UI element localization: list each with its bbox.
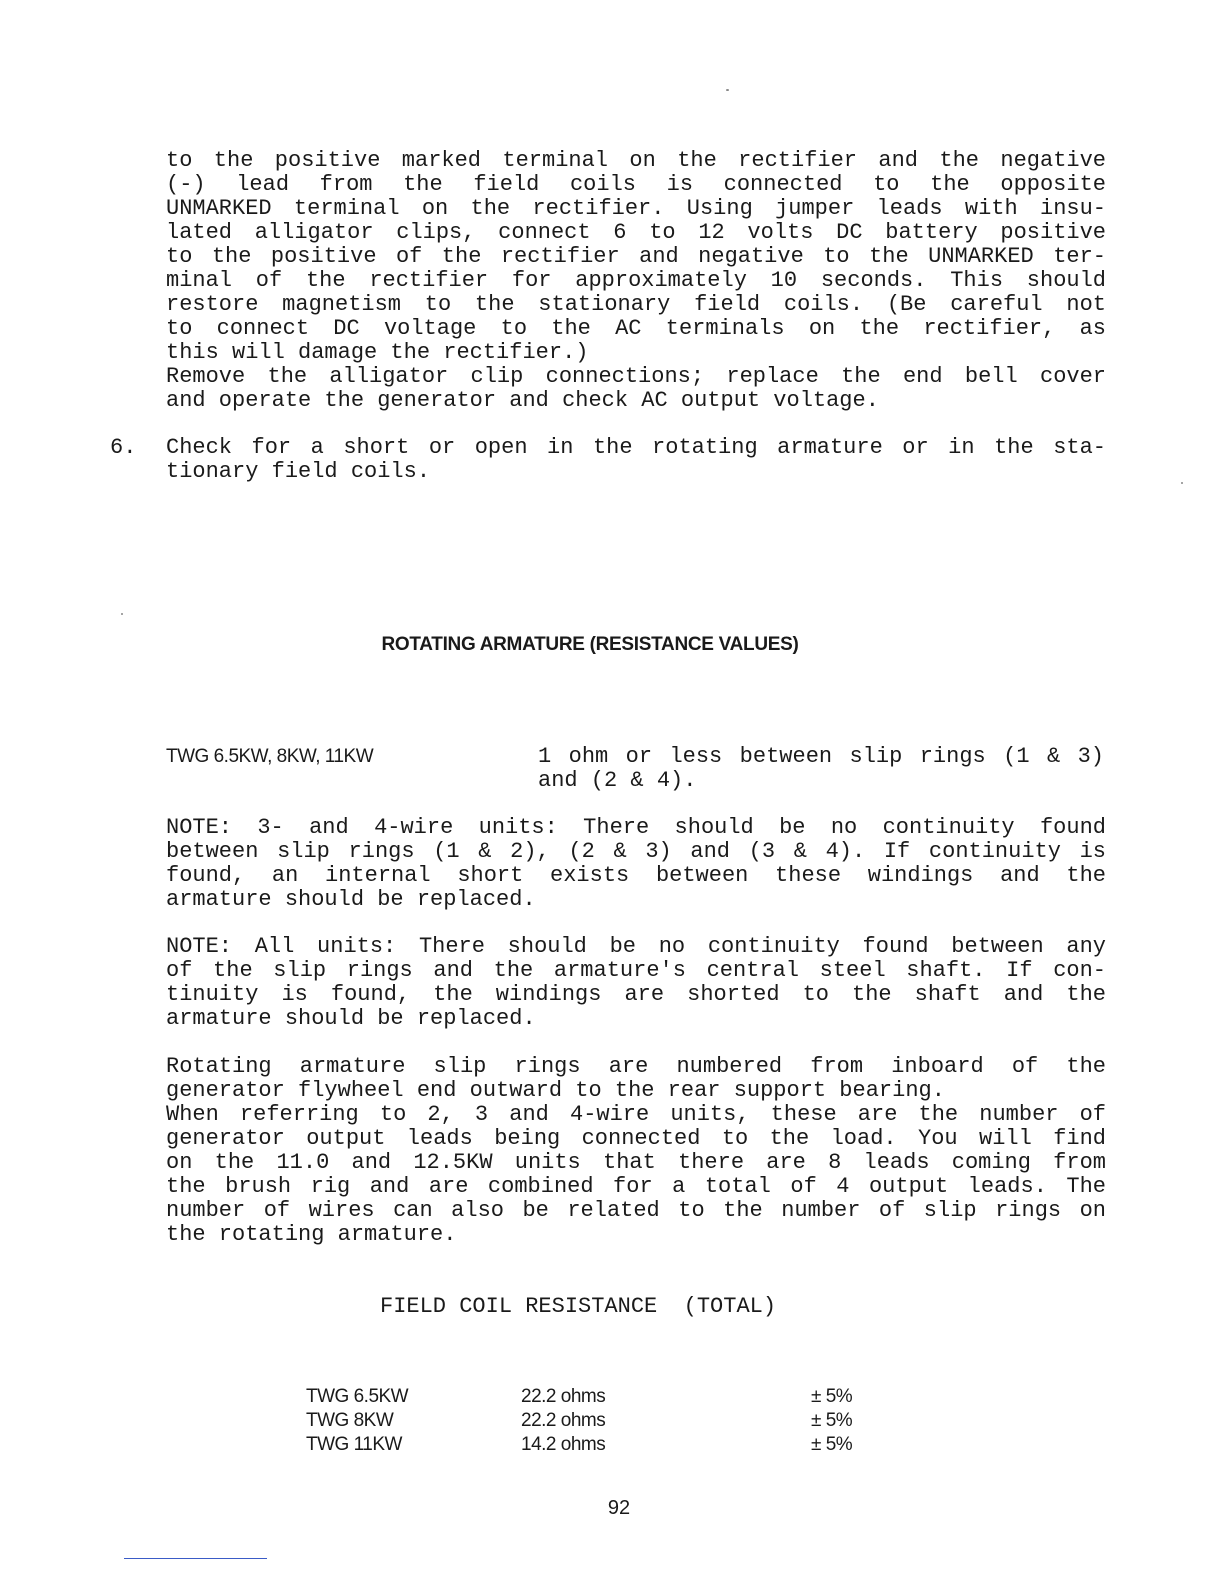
resistance-cell: 22.2 ohms xyxy=(521,1386,606,1407)
step-6-text xyxy=(166,436,1106,484)
resistance-cell: 14.2 ohms xyxy=(521,1434,606,1455)
intro-line: lated alligator clips, connect 6 to 12 volts DC battery positive xyxy=(166,220,1106,245)
slip-rings-line: on the 11.0 and 12.5KW units that there are 8 leads coming from xyxy=(166,1150,1106,1175)
scan-speck xyxy=(726,89,729,91)
intro-line: UNMARKED terminal on the rectifier. Using jumper leads with insu- xyxy=(166,196,1106,221)
slip-rings-line: When referring to 2, 3 and 4-wire units, these are the number of xyxy=(166,1102,1106,1127)
intro-paragraph xyxy=(166,149,1106,413)
note-all-units xyxy=(166,935,1106,1031)
intro-line: to the positive of the rectifier and negative to the UNMARKED ter- xyxy=(166,244,1106,269)
intro-line: this will damage the rectifier.) xyxy=(166,340,589,365)
note1-line: found, an internal short exists between these windings and the xyxy=(166,863,1106,888)
step-6-number: 6. xyxy=(110,435,137,460)
note2-line: of the slip rings and the armature's central steel shaft. If con- xyxy=(166,958,1106,983)
intro-line: Remove the alligator clip connections; replace the end bell cover xyxy=(166,364,1106,389)
note1-line: armature should be replaced. xyxy=(166,887,536,912)
table-row xyxy=(306,1410,866,1434)
slip-rings-line: Rotating armature slip rings are numbered from inboard of the xyxy=(166,1054,1106,1079)
tolerance-cell: ± 5% xyxy=(811,1434,853,1455)
slip-rings-line: generator output leads being connected to the load. You will find xyxy=(166,1126,1106,1151)
model-cell: TWG 8KW xyxy=(306,1410,394,1431)
intro-line: restore magnetism to the stationary field coils. (Be careful not xyxy=(166,292,1106,317)
slip-rings-line: number of wires can also be related to the number of slip rings on xyxy=(166,1198,1106,1223)
slip-rings-line: generator flywheel end outward to the rear support bearing. xyxy=(166,1078,945,1103)
armature-value-line: and (2 & 4). xyxy=(538,768,697,793)
note2-line: NOTE: All units: There should be no continuity found between any xyxy=(166,934,1106,959)
scan-speck xyxy=(1181,482,1183,484)
intro-line: to connect DC voltage to the AC terminals on the rectifier, as xyxy=(166,316,1106,341)
armature-models: TWG 6.5KW, 8KW, 11KW xyxy=(166,746,374,767)
armature-heading: ROTATING ARMATURE (RESISTANCE VALUES) xyxy=(381,634,799,655)
scan-speck xyxy=(121,613,123,615)
armature-value-line: 1 ohm or less between slip rings (1 & 3) xyxy=(538,744,1104,769)
model-cell: TWG 11KW xyxy=(306,1434,402,1455)
field-coil-heading: FIELD COIL RESISTANCE (TOTAL) xyxy=(380,1294,777,1319)
footer-rule xyxy=(124,1558,267,1559)
resistance-cell: 22.2 ohms xyxy=(521,1410,606,1431)
note1-line: NOTE: 3- and 4-wire units: There should be no continuity found xyxy=(166,815,1106,840)
note-3-4-wire xyxy=(166,816,1106,912)
intro-line: (-) lead from the field coils is connected to the opposite xyxy=(166,172,1106,197)
tolerance-cell: ± 5% xyxy=(811,1410,853,1431)
table-row xyxy=(306,1434,866,1458)
step-6-line: tionary field coils. xyxy=(166,459,431,484)
slip-rings-line: the rotating armature. xyxy=(166,1222,457,1247)
model-cell: TWG 6.5KW xyxy=(306,1386,409,1407)
slip-rings-line: the brush rig and are combined for a total of 4 output leads. The xyxy=(166,1174,1106,1199)
page-number: 92 xyxy=(607,1497,631,1519)
intro-line: minal of the rectifier for approximately 10 seconds. This should xyxy=(166,268,1106,293)
armature-value xyxy=(538,745,1104,793)
intro-line: and operate the generator and check AC output voltage. xyxy=(166,388,879,413)
note2-line: armature should be replaced. xyxy=(166,1006,536,1031)
slip-rings-paragraph xyxy=(166,1055,1106,1247)
step-6-line: Check for a short or open in the rotating armature or in the sta- xyxy=(166,435,1106,460)
table-row xyxy=(306,1386,866,1410)
note1-line: between slip rings (1 & 2), (2 & 3) and (3 & 4). If continuity is xyxy=(166,839,1106,864)
note2-line: tinuity is found, the windings are shorted to the shaft and the xyxy=(166,982,1106,1007)
intro-line: to the positive marked terminal on the rectifier and the negative xyxy=(166,148,1106,173)
tolerance-cell: ± 5% xyxy=(811,1386,853,1407)
field-coil-table xyxy=(306,1386,866,1458)
